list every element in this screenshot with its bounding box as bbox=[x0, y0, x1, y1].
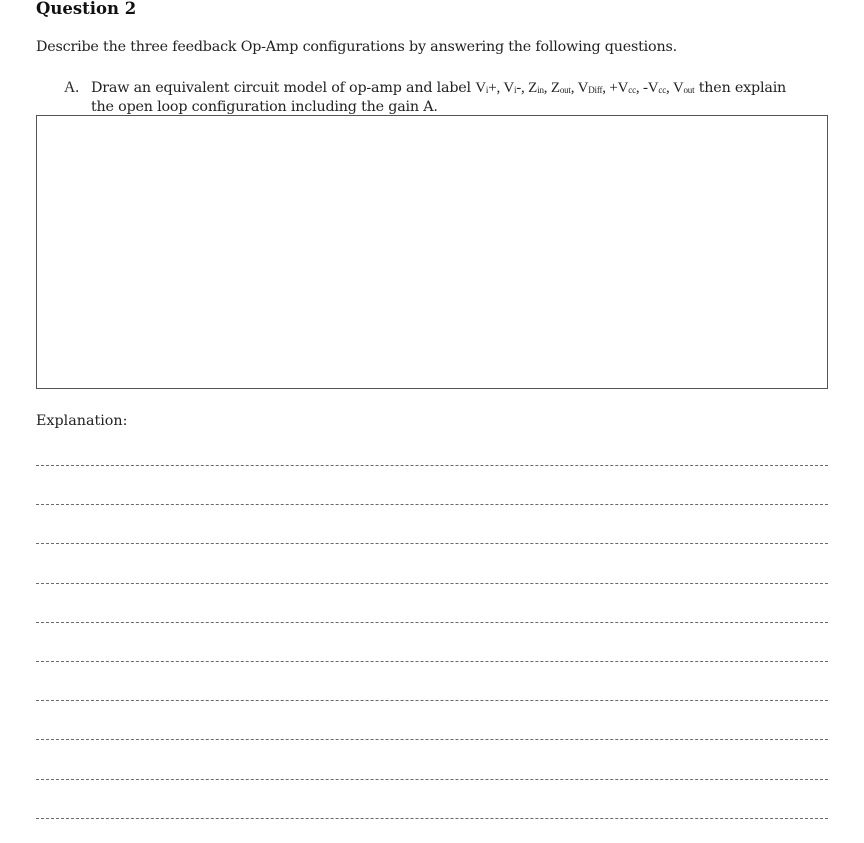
item-a-letter: A. bbox=[64, 79, 80, 96]
label-vout: $V_{out}$ bbox=[672, 80, 695, 96]
explanation-answer-line[interactable] bbox=[36, 818, 828, 819]
label-zout: $Z_{out}$, bbox=[550, 80, 578, 96]
drawing-answer-box[interactable] bbox=[36, 115, 828, 389]
explanation-answer-line[interactable] bbox=[36, 779, 828, 780]
label-vi-plus: $V_i+$, bbox=[475, 80, 504, 96]
question-intro: Describe the three feedback Op-Amp configurations by answering the following questions. bbox=[36, 39, 677, 55]
explanation-answer-line[interactable] bbox=[36, 504, 828, 505]
item-a-text-start: Draw an equivalent circuit model of op-amp and label bbox=[91, 80, 476, 96]
explanation-answer-line[interactable] bbox=[36, 661, 828, 662]
explanation-label: Explanation: bbox=[36, 413, 128, 429]
question-title: Question 2 bbox=[36, 0, 137, 18]
label-vi-minus: $V_i-$, bbox=[503, 80, 529, 96]
item-a-text bbox=[91, 79, 821, 116]
item-a-line-1 bbox=[91, 79, 821, 98]
explanation-answer-line[interactable] bbox=[36, 543, 828, 544]
label-plus-vcc: $+V_{cc}$, bbox=[609, 80, 643, 96]
explanation-answer-line[interactable] bbox=[36, 622, 828, 623]
explanation-answer-line[interactable] bbox=[36, 583, 828, 584]
label-zin: $Z_{in}$, bbox=[528, 80, 551, 96]
item-a-line-2: the open loop configuration including the gain A. bbox=[91, 98, 438, 115]
label-vdiff: $V_{Diff}$, bbox=[577, 80, 610, 96]
explanation-answer-line[interactable] bbox=[36, 700, 828, 701]
explanation-answer-line[interactable] bbox=[36, 465, 828, 466]
explanation-answer-line[interactable] bbox=[36, 739, 828, 740]
label-minus-vcc: $-V_{cc}$, bbox=[642, 80, 673, 96]
item-a-text-end: then explain bbox=[694, 80, 787, 96]
